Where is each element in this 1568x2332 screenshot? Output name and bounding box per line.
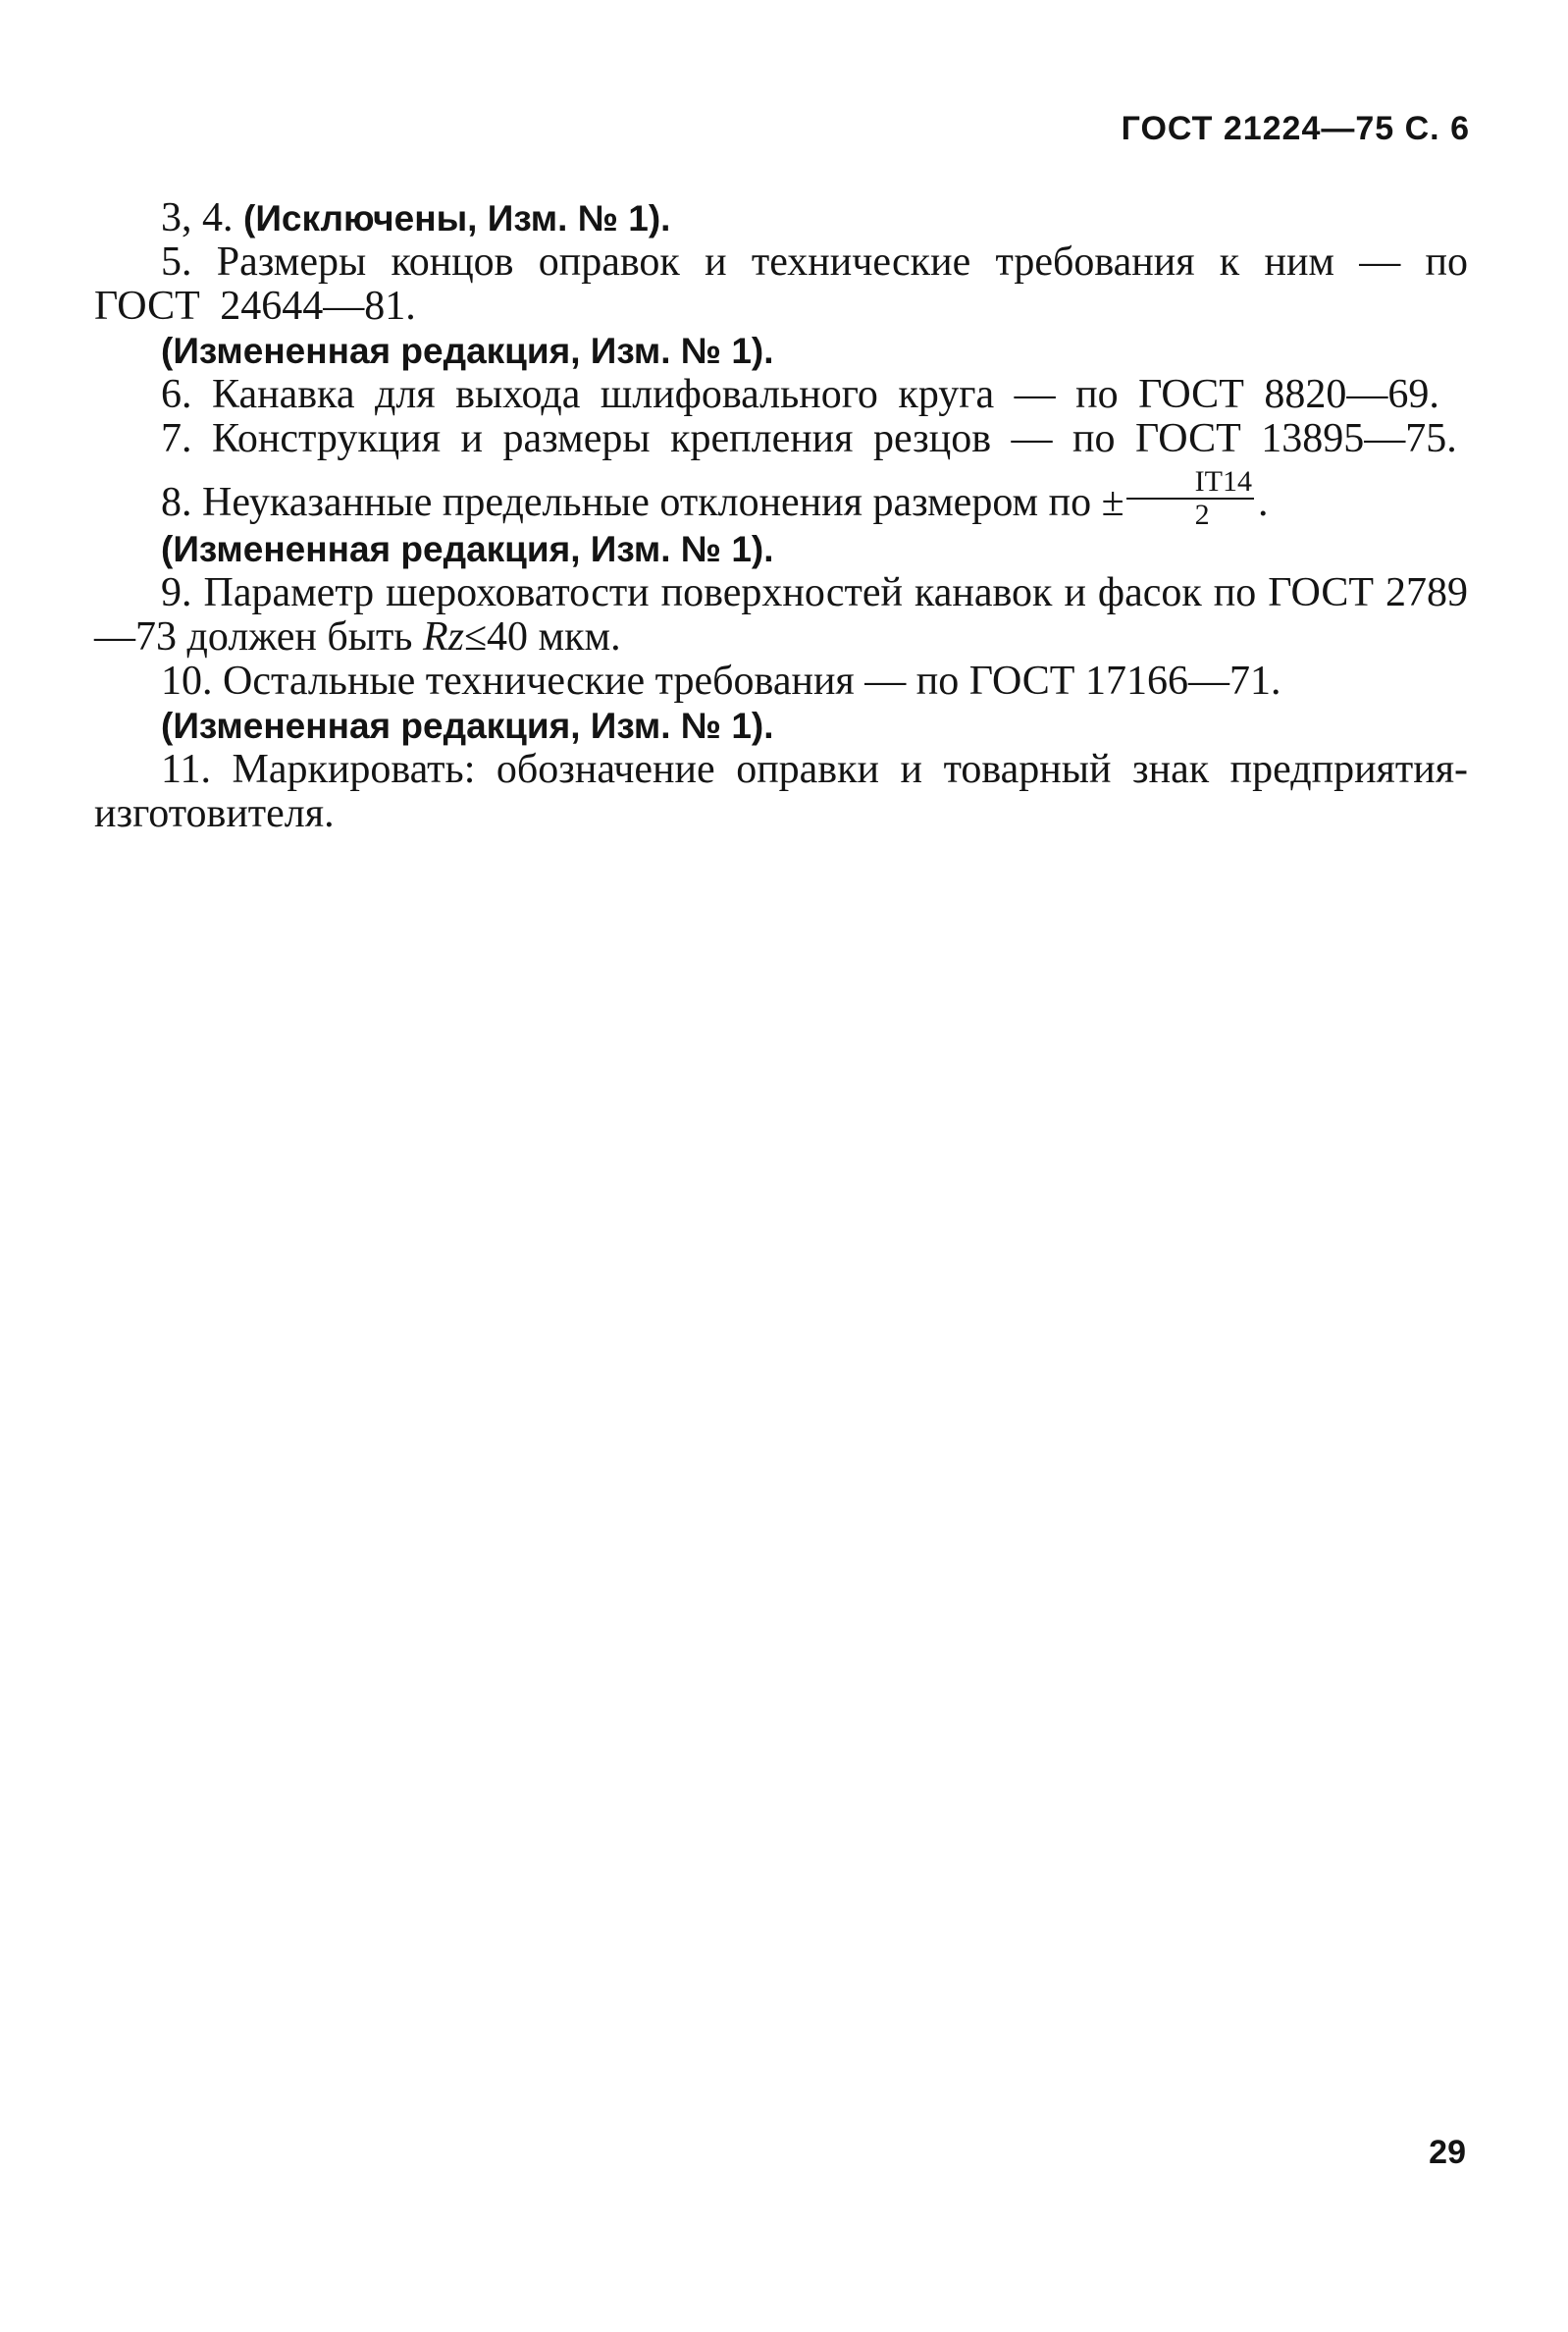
paragraph-3-4 xyxy=(94,196,1468,240)
paragraph-5: 5. Размеры концов оправок и технические требования к ним — по ГОСТ 24644—81. xyxy=(94,239,1468,329)
page-number: 29 xyxy=(1429,2134,1466,2171)
paragraph-11: 11. Маркировать: обозначение оправки и товарный знак предприятия-изготовителя. xyxy=(94,747,1468,836)
paragraph-8 xyxy=(94,465,1468,532)
document-body xyxy=(94,196,1468,836)
edition-note-3: (Измененная редакция, Изм. № 1). xyxy=(161,706,774,746)
paragraph-9-end: ≤40 мкм. xyxy=(463,614,621,660)
paragraph-3-4-number: 3, 4. xyxy=(161,195,234,240)
fraction-denominator: 2 xyxy=(1194,499,1210,532)
paragraph-8-text: 8. Неуказанные предельные отклонения размером по ± xyxy=(161,480,1124,525)
fraction-numerator: IT14 xyxy=(1126,466,1254,500)
tolerance-fraction xyxy=(1126,466,1254,531)
paragraph-10: 10. Остальные технические требования — по ГОСТ 17166—71. xyxy=(161,659,1281,704)
paragraph-9 xyxy=(94,571,1468,660)
edition-note-2: (Измененная редакция, Изм. № 1). xyxy=(161,529,774,569)
edition-note-1: (Измененная редакция, Изм. № 1). xyxy=(161,331,774,371)
running-head: ГОСТ 21224—75 С. 6 xyxy=(1121,110,1470,147)
paragraph-3-4-text: (Исключены, Изм. № 1). xyxy=(243,198,671,238)
paragraph-6: 6. Канавка для выхода шлифовального круга — по ГОСТ 8820—69. xyxy=(161,372,1439,417)
paragraph-7: 7. Конструкция и размеры крепления резцов — по ГОСТ 13895—75. xyxy=(161,416,1457,461)
paragraph-9-text: 9. Параметр шероховатости поверхностей канавок и фасок по ГОСТ 2789—73 должен быть xyxy=(94,570,1468,660)
roughness-symbol: Rz xyxy=(422,614,464,660)
paragraph-8-end: . xyxy=(1257,480,1269,525)
